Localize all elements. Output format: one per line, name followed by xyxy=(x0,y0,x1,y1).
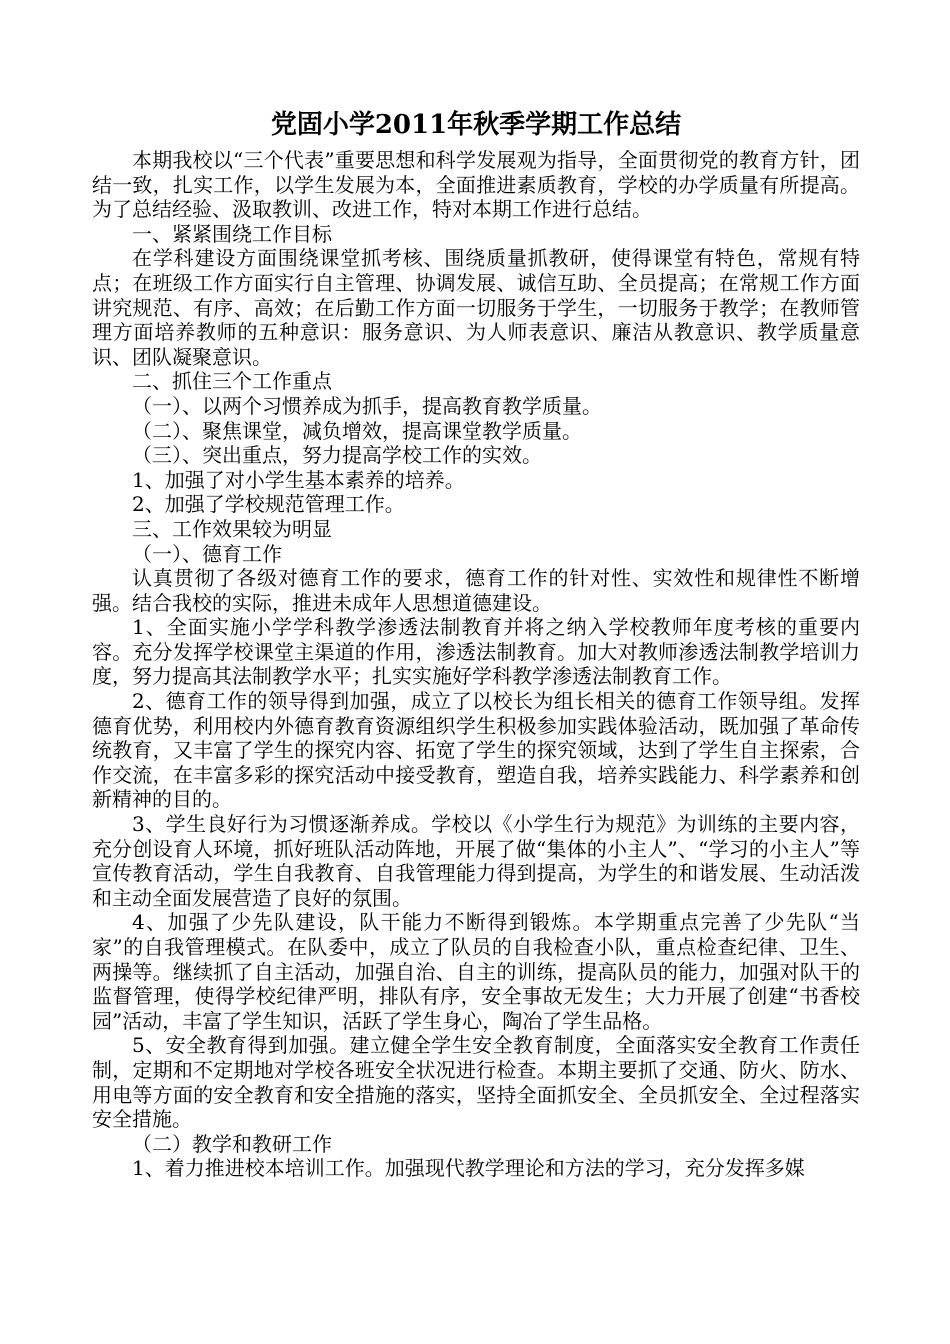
list-item-2-3-1: 1、加强了对小学生基本素养的培养。 xyxy=(132,467,465,492)
moral-item-1: 1、全面实施小学学科教学渗透法制教育并将之纳入学校教师年度考核的重要内容。充分发挥学校课堂主渠道的作用，渗透法制教育。加大对教师渗透法制教学培训力度，努力提高其法制教学水平；扎实实施好学科教学渗透法制教育工作。 xyxy=(92,615,860,689)
moral-education-paragraph: 认真贯彻了各级对德育工作的要求，德育工作的针对性、实效性和规律性不断增强。结合我校的实际，推进未成年人思想道德建设。 xyxy=(92,566,860,615)
document-body xyxy=(92,108,860,1181)
subheading-2-1: （一）、以两个习惯养成为抓手，提高教育教学质量。 xyxy=(132,393,602,418)
subheading-3-2: （二）教学和教研工作 xyxy=(132,1131,332,1156)
moral-item-3: 3、学生良好行为习惯逐渐养成。学校以《小学生行为规范》为训练的主要内容，充分创设育人环境，抓好班队活动阵地，开展了做“集体的小主人”、“学习的小主人”等宣传教育活动，学生自我教育、自我管理能力得到提高，为学生的和谐发展、生动活泼和主动全面发展营造了良好的氛围。 xyxy=(92,812,860,910)
subheading-3-1: （一）、德育工作 xyxy=(132,541,282,566)
teaching-item-1: 1、着力推进校本培训工作。加强现代教学理论和方法的学习，充分发挥多媒 xyxy=(132,1156,805,1181)
list-item-2-3-2: 2、加强了学校规范管理工作。 xyxy=(132,492,405,517)
moral-item-5: 5、安全教育得到加强。建立健全学生安全教育制度，全面落实安全教育工作责任制，定期和不定期地对学校各班安全状况进行检查。本期主要抓了交通、防火、防水、用电等方面的安全教育和安全措施的落实，坚持全面抓安全、全员抓安全、全过程落实安全措施。 xyxy=(92,1033,860,1132)
subheading-2-3: （三）、突出重点，努力提高学校工作的实效。 xyxy=(132,443,542,468)
section-heading-3: 三、工作效果较为明显 xyxy=(132,516,332,541)
section-heading-2: 二、抓住三个工作重点 xyxy=(132,369,332,394)
subheading-2-2: （二）、聚焦课堂，减负增效，提高课堂教学质量。 xyxy=(132,418,582,443)
intro-paragraph: 本期我校以“三个代表”重要思想和科学发展观为指导，全面贯彻党的教育方针，团结一致，扎实工作，以学生发展为本，全面推进素质教育，学校的办学质量有所提高。为了总结经验、汲取教训、改进工作，特对本期工作进行总结。 xyxy=(92,148,860,222)
document-title: 党固小学2011年秋季学期工作总结 xyxy=(270,110,682,140)
moral-item-2: 2、德育工作的领导得到加强，成立了以校长为组长相关的德育工作领导组。发挥德育优势，利用校内外德育教育资源组织学生积极参加实践体验活动，既加强了革命传统教育，又丰富了学生的探究内容、拓宽了学生的探究领域，达到了学生自主探索，合作交流，在丰富多彩的探究活动中接受教育，塑造自我，培养实践能力、科学素养和创新精神的目的。 xyxy=(92,689,860,812)
section-heading-1: 一、紧紧围绕工作目标 xyxy=(132,221,332,246)
moral-item-4: 4、加强了少先队建设，队干能力不断得到锻炼。本学期重点完善了少先队“当家”的自我管理模式。在队委中，成立了队员的自我检查小队，重点检查纪律、卫生、两操等。继续抓了自主活动，加强自治、自主的训练，提高队员的能力，加强对队干的监督管理，使得学校纪律严明，排队有序，安全事故无发生；大力开展了创建“书香校园”活动，丰富了学生知识，活跃了学生身心，陶冶了学生品格。 xyxy=(92,910,860,1033)
goals-paragraph: 在学科建设方面围绕课堂抓考核、围绕质量抓教研，使得课堂有特色，常规有特点；在班级工作方面实行自主管理、协调发展、诚信互助、全员提高；在常规工作方面讲究规范、有序、高效；在后勤工作方面一切服务于学生，一切服务于教学；在教师管理方面培养教师的五种意识：服务意识、为人师表意识、廉洁从教意识、教学质量意识、团队凝聚意识。 xyxy=(92,246,860,369)
